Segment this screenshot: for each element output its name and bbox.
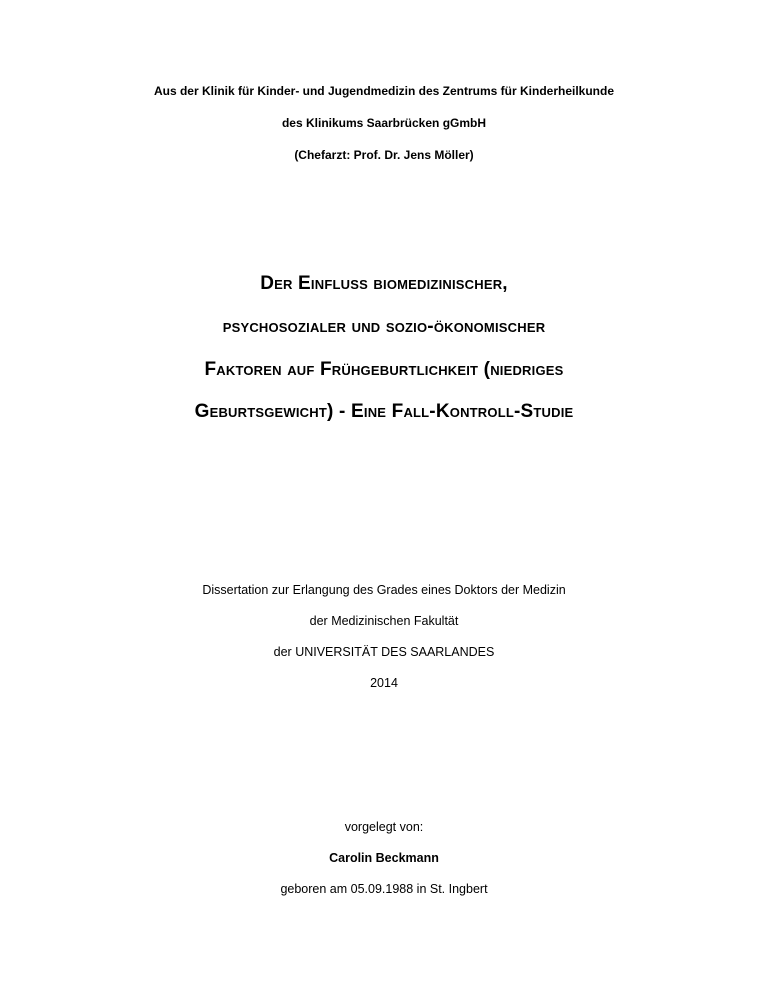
thesis-title-line-1: Der Einfluss biomedizinischer,	[260, 273, 508, 294]
header-chief-physician: (Chefarzt: Prof. Dr. Jens Möller)	[294, 148, 474, 162]
thesis-title-line-2: psychosozialer und sozio-ökonomischer	[222, 316, 546, 337]
thesis-title-line-3: Faktoren auf Frühgeburtlichkeit (niedriges	[204, 359, 564, 380]
dissertation-purpose: Dissertation zur Erlangung des Grades eines Doktors der Medizin	[202, 583, 566, 597]
presented-by-label: vorgelegt von:	[344, 820, 424, 834]
author-birth-info: geboren am 05.09.1988 in St. Ingbert	[280, 882, 488, 896]
author-name: Carolin Beckmann	[329, 851, 439, 865]
header-clinic: Aus der Klinik für Kinder- und Jugendmedizin des Zentrums für Kinderheilkunde	[153, 84, 615, 98]
header-hospital: des Klinikums Saarbrücken gGmbH	[281, 116, 487, 130]
university-name: der UNIVERSITÄT DES SAARLANDES	[273, 645, 495, 659]
submission-year: 2014	[370, 676, 398, 690]
thesis-title-line-4: Geburtsgewicht) - Eine Fall-Kontroll-Studie	[194, 401, 574, 422]
faculty-name: der Medizinischen Fakultät	[309, 614, 459, 628]
